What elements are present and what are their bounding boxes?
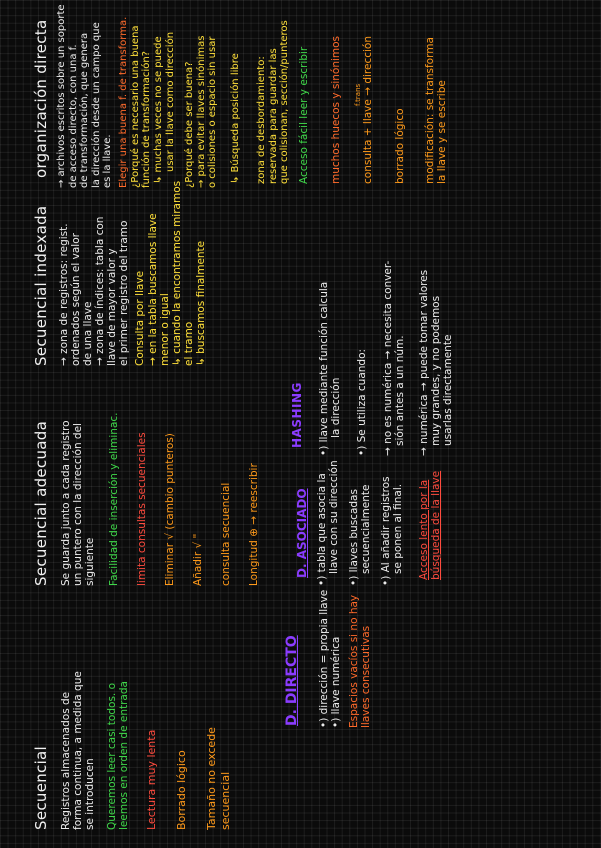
text-line: se introducen bbox=[84, 758, 96, 830]
directa-consulta-sup: f.trans bbox=[354, 83, 362, 106]
text-line: consulta + llave → dirección bbox=[362, 35, 374, 184]
directo-items bbox=[318, 590, 342, 728]
asociado-item-1 bbox=[316, 460, 340, 586]
text-line: modificación: se transforma bbox=[424, 37, 436, 184]
text-line: búsqueda de la llave bbox=[430, 470, 442, 580]
text-line: la llave y se escribe bbox=[436, 80, 448, 184]
hashing-item-2: •) Se utiliza cuando: bbox=[356, 348, 368, 456]
text-line: → para evitar llaves sinónimas bbox=[195, 35, 207, 188]
text-line: ¿Porqué debe ser buena? bbox=[184, 61, 195, 188]
text-line: → no es numérica → necesita conver- bbox=[382, 260, 394, 456]
text-line: un puntero con la dirección del bbox=[72, 423, 84, 586]
hashing-item-3 bbox=[382, 261, 406, 456]
adecuada-longitud: Longitud ⊕ → reescribir bbox=[248, 463, 260, 586]
text-line: •) llaves buscadas bbox=[348, 489, 360, 586]
text-line: llaves consecutivas bbox=[360, 625, 372, 728]
column-title-adecuada: Secuencial adecuada bbox=[32, 420, 50, 586]
text-line: •) Al añadir registros bbox=[380, 476, 392, 586]
secuencial-tamano: Tamaño no excede bbox=[205, 727, 218, 830]
hashing-item-4 bbox=[418, 270, 454, 456]
asociado-item-2 bbox=[348, 485, 372, 586]
directa-zona bbox=[256, 20, 291, 184]
text-line: ordenados según el valor bbox=[70, 233, 82, 366]
asociado-note bbox=[418, 471, 442, 580]
directa-intro bbox=[56, 4, 114, 188]
text-line: secuencialmente bbox=[360, 484, 372, 574]
text-line: Registros almacenados de bbox=[60, 691, 72, 830]
text-line: el primer registro del tramo bbox=[118, 220, 130, 366]
text-line: menor o igual bbox=[159, 293, 171, 366]
secuencial-borrado: Borrado lógico bbox=[175, 750, 188, 830]
directa-busqueda: ↳ Búsqueda posición libre bbox=[230, 53, 241, 184]
indexada-consulta bbox=[147, 181, 207, 366]
text-line: ↳ cuando la encontramos miramos bbox=[171, 180, 183, 366]
text-line: ↳ muchas veces no se puede bbox=[153, 36, 164, 184]
secuencial-intro bbox=[60, 671, 96, 830]
text-line: → zona de índices: tabla con bbox=[94, 216, 106, 366]
text-line: Elegir una buena f. de transforma. bbox=[118, 16, 129, 188]
subtitle-d-asociado: D. ASOCIADO bbox=[295, 488, 309, 578]
column-title-directa: organización directa bbox=[32, 19, 50, 178]
text-line: ¿Porqué es necesario una buena bbox=[129, 25, 141, 188]
subtitle-d-directo: D. DIRECTO bbox=[284, 635, 300, 726]
text-line: la dirección desde un campo que bbox=[90, 22, 102, 188]
adecuada-intro bbox=[60, 420, 96, 586]
text-line: llave de mayor valor y bbox=[106, 248, 118, 366]
directa-consulta bbox=[362, 36, 374, 184]
text-line: que colisionan, sección/punteros bbox=[279, 20, 290, 184]
text-line: es la llave. bbox=[102, 134, 113, 188]
asociado-item-3 bbox=[380, 476, 404, 586]
text-line: •) dirección = propia llave bbox=[318, 589, 330, 728]
text-line: Queremos leer casi todos. o bbox=[106, 682, 118, 830]
text-line: leemos en orden de entrada bbox=[118, 681, 130, 830]
text-line: de acceso directo, con una f. bbox=[67, 44, 79, 188]
text-line: → numérica → puede tomar valores bbox=[418, 269, 430, 456]
hashing-item-1 bbox=[318, 282, 342, 456]
directa-modificacion bbox=[424, 37, 448, 184]
text-line: reservada para guardar las bbox=[267, 48, 279, 184]
text-line: Acceso lento por la bbox=[418, 479, 430, 580]
adecuada-limita: limita consultas secuenciales bbox=[136, 432, 148, 586]
text-line: ↳ buscamos finalmente bbox=[195, 240, 207, 366]
text-line: → zona de registros: regist. bbox=[58, 223, 70, 366]
text-line: → en la tabla buscamos llave bbox=[147, 213, 159, 366]
text-line: usar la llave como dirección bbox=[164, 31, 176, 172]
directo-note bbox=[348, 595, 372, 728]
directa-porque bbox=[184, 36, 219, 188]
adecuada-consulta: consulta secuencial bbox=[220, 482, 232, 586]
text-line: llave con su dirección bbox=[328, 460, 340, 574]
text-line: •) tabla que asocia la bbox=[316, 473, 328, 586]
column-title-indexada: Secuencial indexada bbox=[32, 205, 50, 366]
text-line: •) llave numérica bbox=[330, 636, 342, 728]
adecuada-anadir: Añadir √ " bbox=[192, 533, 204, 586]
text-line: forma continua, a medida que bbox=[72, 671, 84, 830]
text-line: sión antes a un núm. bbox=[394, 335, 406, 446]
text-line: la dirección bbox=[330, 377, 342, 438]
text-line: •) llave mediante función calcula bbox=[318, 281, 330, 456]
secuencial-tamano-2: secuencial bbox=[219, 771, 232, 830]
text-line: o colisiones o espacio sin usar bbox=[207, 36, 218, 188]
text-line: Espacios vacíos si no hay bbox=[348, 594, 360, 728]
adecuada-facilidad: Facilidad de inserción y eliminac. bbox=[108, 412, 120, 586]
indexada-intro bbox=[58, 217, 130, 366]
directa-muchos: muchos huecos y sinónimos bbox=[330, 35, 342, 184]
secuencial-queremos bbox=[106, 681, 130, 830]
directa-borrado: borrado lógico bbox=[394, 108, 406, 184]
directa-acceso: Acceso fácil leer y escribir bbox=[298, 46, 310, 184]
text-line: el tramo bbox=[183, 321, 195, 366]
indexada-consulta-title: Consulta por llave bbox=[134, 270, 146, 366]
adecuada-eliminar: Eliminar √ (cambio punteros) bbox=[164, 433, 176, 586]
text-line: de una llave bbox=[82, 301, 94, 366]
text-line: → archivos escritos sobre un soporte bbox=[56, 4, 67, 188]
text-line: función de transformación? bbox=[141, 51, 152, 188]
secuencial-lectura: Lectura muy lenta bbox=[145, 729, 158, 830]
text-line: muy grandes, y no podemos bbox=[430, 295, 442, 446]
text-line: de transformación, que genera bbox=[79, 32, 90, 188]
directa-veces bbox=[153, 32, 176, 184]
text-line: siguiente bbox=[84, 537, 96, 586]
text-line: usarlas directamente bbox=[442, 334, 454, 446]
text-line: Se guarda junto a cada registro bbox=[60, 420, 72, 586]
directa-elegir bbox=[118, 17, 153, 188]
text-line: zona de desbordamiento: bbox=[256, 56, 267, 184]
column-title-secuencial: Secuencial bbox=[32, 745, 50, 830]
subtitle-hashing: HASHING bbox=[290, 382, 304, 448]
text-line: se ponen al final. bbox=[392, 483, 404, 574]
